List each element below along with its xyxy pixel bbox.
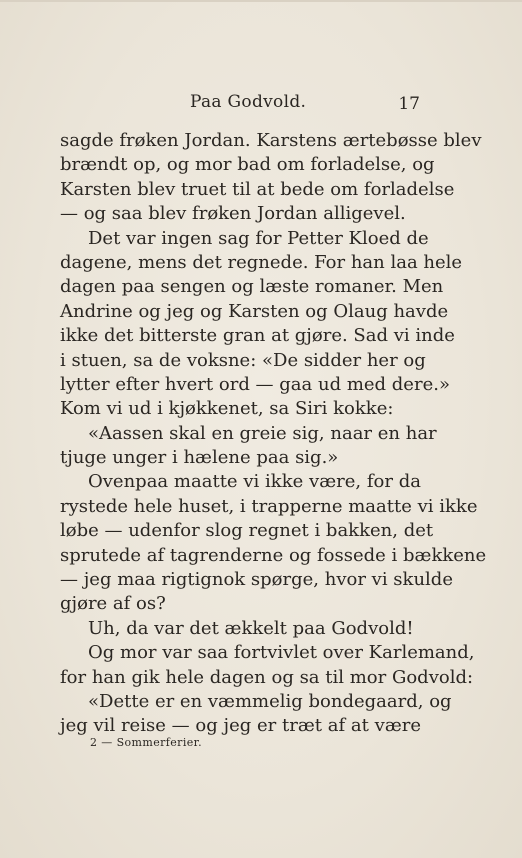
text-line: løbe — udenfor slog regnet i bakken, det [60, 520, 434, 542]
body-text [60, 129, 487, 739]
text-line: — og saa blev frøken Jordan alligevel. [60, 203, 406, 225]
page-number: 17 [398, 94, 420, 114]
text-line: brændt op, og mor bad om forladelse, og [60, 154, 435, 176]
page-top-edge [0, 0, 522, 2]
text-line: gjøre af os? [60, 593, 166, 615]
text-line: Ovenpaa maatte vi ikke være, for da [88, 471, 421, 493]
page-header [60, 92, 422, 118]
text-line: Det var ingen sag for Petter Kloed de [88, 227, 429, 249]
text-line: tjuge unger i hælene paa sig.» [60, 447, 339, 469]
text-line: «Aassen skal en greie sig, naar en har [88, 422, 437, 444]
text-line: sprutede af tagrenderne og fossede i bækkene [60, 544, 487, 566]
text-line: lytter efter hvert ord — gaa ud med dere.» [60, 373, 450, 395]
text-line: Kom vi ud i kjøkkenet, sa Siri kokke: [60, 398, 394, 420]
text-line: dagene, mens det regnede. For han laa hele [60, 251, 463, 273]
text-line: ikke det bitterste gran at gjøre. Sad vi inde [60, 325, 455, 347]
text-line: Karsten blev truet til at bede om forladelse [60, 178, 455, 200]
text-line: Andrine og jeg og Karsten og Olaug havde [60, 300, 449, 322]
text-line: dagen paa sengen og læste romaner. Men [60, 276, 444, 298]
text-line: — jeg maa rigtignok spørge, hvor vi skulde [60, 569, 453, 591]
text-line: sagde frøken Jordan. Karstens ærtebøsse blev [60, 130, 482, 151]
text-line: rystede hele huset, i trapperne maatte vi ikke [60, 495, 478, 517]
text-line: «Dette er en væmmelig bondegaard, og [88, 690, 452, 712]
running-title: Paa Godvold. [190, 92, 307, 112]
text-line: jeg vil reise — og jeg er træt af at være [60, 715, 421, 737]
signature-mark: 2 — Sommerferier. [90, 736, 202, 749]
text-line: Uh, da var det ækkelt paa Godvold! [88, 617, 414, 639]
text-line: i stuen, sa de voksne: «De sidder her og [60, 349, 426, 371]
text-line: Og mor var saa fortvivlet over Karlemand, [88, 642, 475, 664]
text-line: for han gik hele dagen og sa til mor Godvold: [60, 666, 474, 688]
